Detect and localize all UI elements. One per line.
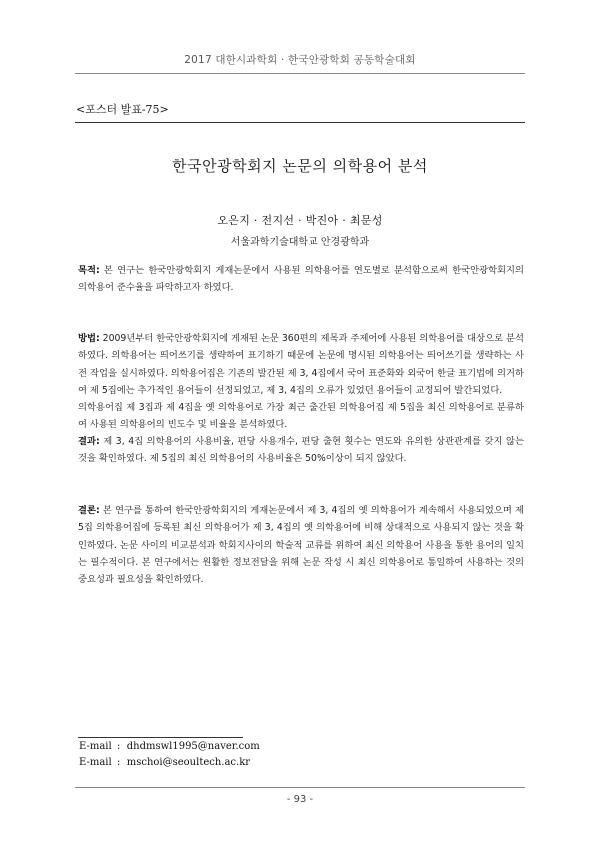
conference-header: 2017 대한시과학회 · 한국안광학회 공동학술대회 (184, 54, 416, 66)
email-key: E-mail (79, 741, 112, 752)
email-key: E-mail (79, 757, 112, 768)
email-value[interactable]: mschoi@seoultech.ac.kr (126, 757, 251, 768)
email-footnote-2 (79, 757, 250, 768)
method-text: 2009년부터 한국안광학회지에 게재된 논문 360편의 제목과 주제어에 사용된 의학용어를 대상으로 분석하였다. 의학용어는 띄어쓰기를 생략하여 표기하기 때문에 논문에 명시된 의학용어는 띄어쓰기를 생략하는 사전 작업을 실시하였다. 의학용어집은 기존의 발간된 제 3, 4집에서 국어 표준화와 외국어 한글 표기법에 의거하여 제 5집에는 추가적인 용어들이 선정되었고, 제 3, 4집의 오류가 있었던 용어들이 교정되어 발간되었다. (78, 333, 524, 396)
purpose-section (78, 262, 524, 297)
affiliation: 서울과학기술대학교 안경광학과 (230, 237, 370, 248)
result-section (78, 433, 524, 468)
method-text-2: 의학용어집 제 3집과 제 4집을 옛 의학용어로 가장 최근 출간된 의학용어집 제 5집을 최신 의학용어로 분류하여 사용된 의학용어의 빈도수 및 비율을 분석하였다. (78, 402, 524, 431)
header-divider (75, 73, 525, 74)
poster-label: <포스터 발표-75> (76, 103, 169, 116)
poster-divider (75, 122, 525, 123)
purpose-label: 목적: (78, 265, 100, 276)
method-section (78, 330, 524, 434)
conclusion-section (78, 502, 524, 588)
result-text: 제 3, 4집 의학용어의 사용비율, 편당 사용개수, 편당 출현 횟수는 연도와 유의한 상관관계를 갖지 않는 것을 확인하였다. 제 5집의 최신 의학용어의 사용비율은 50%이상이 되지 않았다. (78, 436, 524, 465)
footnote-divider (78, 737, 243, 738)
email-value[interactable]: dhdmswl1995@naver.com (126, 741, 260, 752)
paper-title: 한국안광학회지 논문의 의학용어 분석 (172, 157, 428, 175)
page-number: - 93 - (286, 794, 314, 805)
purpose-text: 본 연구는 한국안광학회지 게재논문에서 사용된 의학용어를 연도별로 분석함으로써 한국안광학회지의 의학용어 준수율을 파악하고자 하였다. (78, 265, 524, 294)
conclusion-label: 결론: (78, 505, 100, 516)
email-sep: : (117, 741, 121, 752)
email-sep: : (117, 757, 121, 768)
result-label: 결과: (78, 436, 100, 447)
author-list: 오은지 · 전지선 · 박진아 · 최문성 (217, 214, 383, 227)
email-footnote-1 (79, 741, 260, 752)
conclusion-text: 본 연구를 통하여 한국안광학회지의 게재논문에서 제 3, 4집의 옛 의학용어가 계속해서 사용되었으며 제 5집 의학용어집에 등록된 최신 의학용어가 제 3, 4집의 옛 의학용어에 비해 상대적으로 사용되지 않는 것을 확인하였다. 논문 사이의 비교분석과 학회지사이의 학술적 교류를 위하여 최신 의학용어 사용을 통한 용어의 일치는 필수적이다. 본 연구에서는 원활한 정보전달을 위해 논문 작성 시 최신 의학용어로 통일하여 사용하는 것의 중요성과 필요성을 확인하였다. (78, 505, 524, 586)
method-label: 방법: (78, 333, 100, 344)
page-divider (75, 787, 525, 788)
